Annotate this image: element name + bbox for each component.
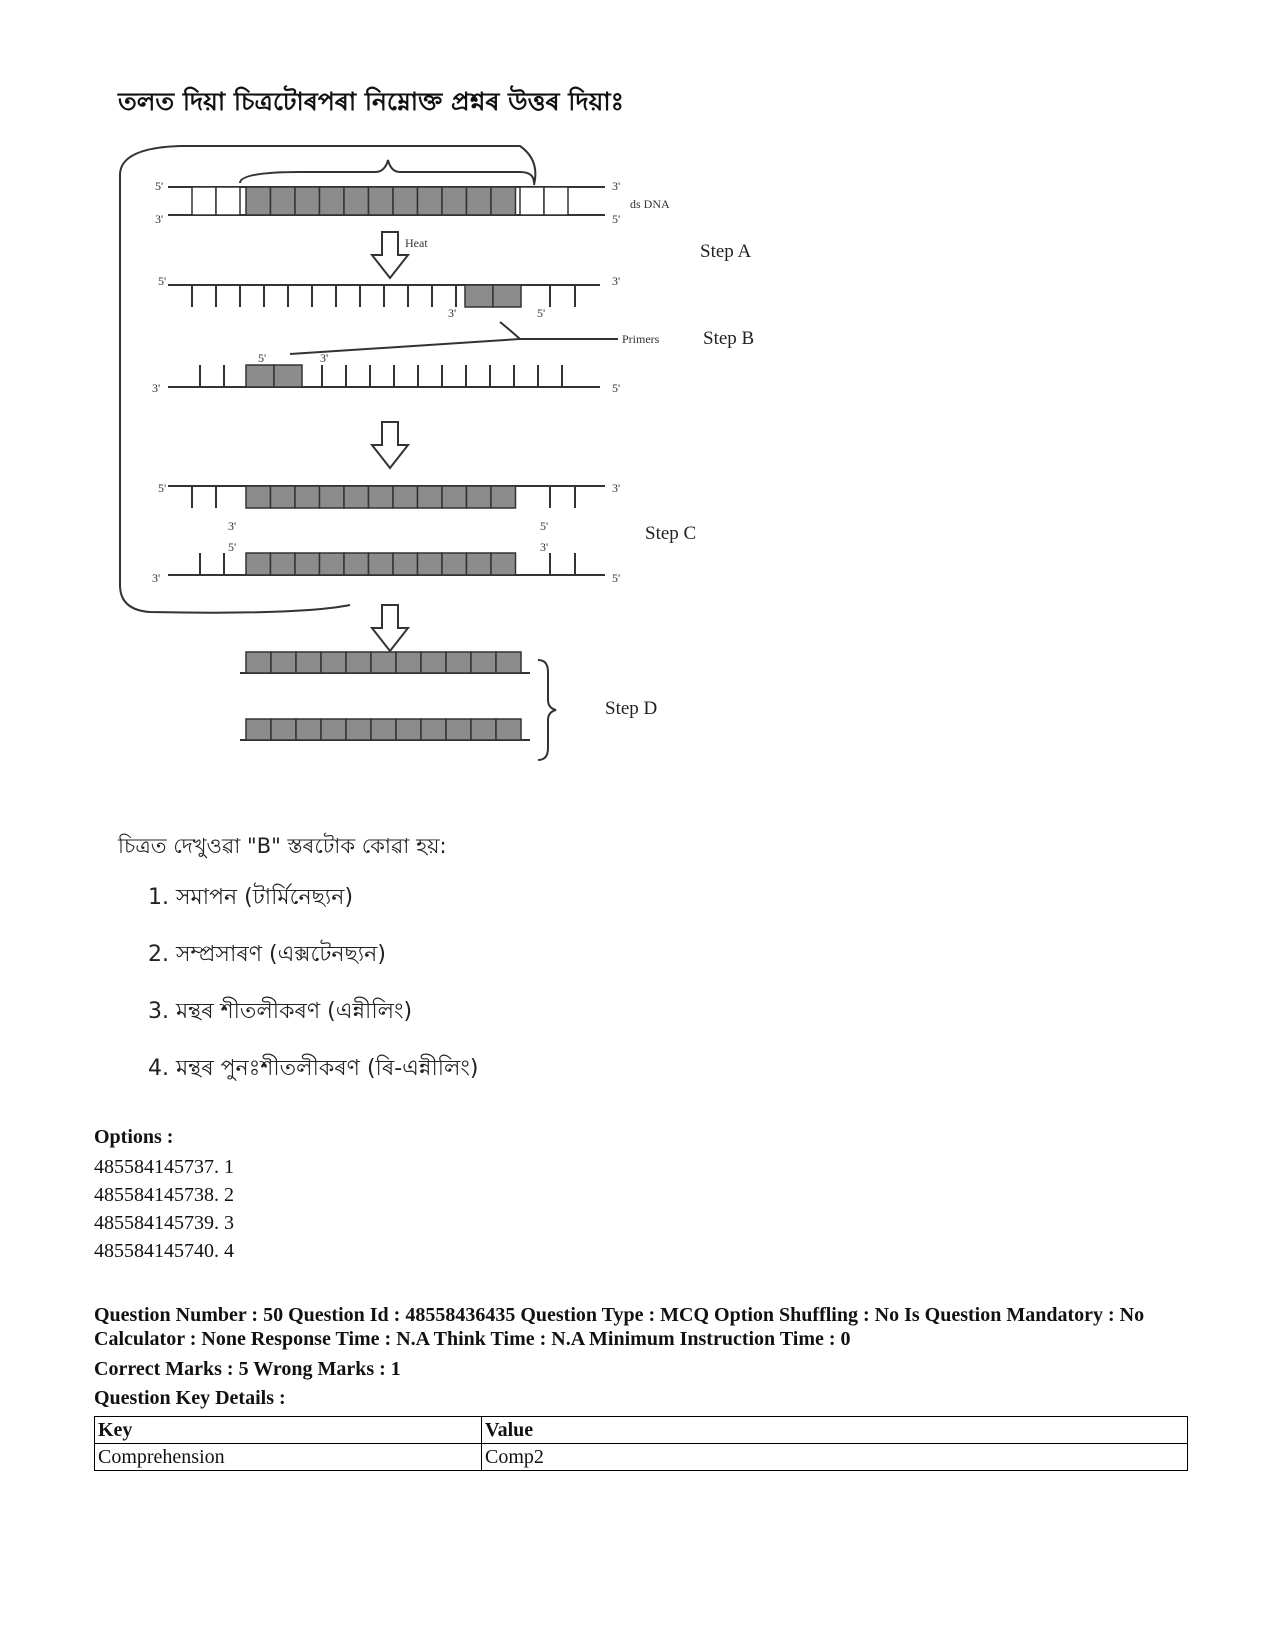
copy-2 bbox=[321, 719, 346, 740]
dna-target-region bbox=[467, 187, 492, 215]
copy-2 bbox=[471, 719, 496, 740]
copy-1 bbox=[421, 652, 446, 673]
label-primer2-3prime: 3' bbox=[320, 351, 329, 365]
dna-target-region bbox=[295, 187, 320, 215]
dna-target-region bbox=[344, 187, 369, 215]
label-3prime-a1: 3' bbox=[612, 179, 621, 193]
extended-region-top bbox=[418, 486, 443, 508]
label-step-a: Step A bbox=[700, 241, 752, 262]
copy-1 bbox=[446, 652, 471, 673]
extended-region-bottom bbox=[369, 553, 394, 575]
copy-2 bbox=[346, 719, 371, 740]
label-3prime-c2: 3' bbox=[228, 519, 237, 533]
extended-region-top bbox=[442, 486, 467, 508]
option-item-2: 485584145738. 2 bbox=[94, 1184, 234, 1206]
label-primer-5prime: 5' bbox=[537, 306, 546, 320]
extended-region-top bbox=[246, 486, 271, 508]
copy-1 bbox=[396, 652, 421, 673]
label-heat: Heat bbox=[405, 236, 428, 250]
label-5prime-b1: 5' bbox=[158, 274, 167, 288]
key-table-header-value: Value bbox=[482, 1417, 1188, 1444]
label-3prime-c3: 3' bbox=[540, 540, 549, 554]
extended-region-bottom bbox=[442, 553, 467, 575]
extended-region-top bbox=[320, 486, 345, 508]
label-5prime-c4: 5' bbox=[612, 571, 621, 585]
copy-1 bbox=[271, 652, 296, 673]
dna-base-pair bbox=[544, 187, 568, 215]
primer-top bbox=[493, 285, 521, 307]
step-d-brace bbox=[538, 660, 556, 760]
table-row bbox=[95, 1444, 1188, 1471]
label-5prime-c3: 5' bbox=[228, 540, 237, 554]
label-3prime-c1: 3' bbox=[612, 481, 621, 495]
dna-target-region bbox=[246, 187, 271, 215]
copy-1 bbox=[371, 652, 396, 673]
options-list bbox=[94, 1156, 234, 1268]
label-primer2-5prime: 5' bbox=[258, 351, 267, 365]
key-details-table bbox=[94, 1416, 1188, 1471]
label-5prime-a2: 5' bbox=[612, 212, 621, 226]
extended-region-bottom bbox=[320, 553, 345, 575]
label-step-c: Step C bbox=[645, 523, 697, 544]
top-brace bbox=[240, 160, 534, 183]
label-3prime-c4: 3' bbox=[152, 571, 161, 585]
dna-base-pair bbox=[520, 187, 544, 215]
question-marks: Correct Marks : 5 Wrong Marks : 1 bbox=[94, 1358, 401, 1380]
key-cell: Comprehension bbox=[95, 1444, 482, 1471]
extended-region-top bbox=[271, 486, 296, 508]
extended-region-bottom bbox=[246, 553, 271, 575]
label-5prime-c1: 5' bbox=[158, 481, 167, 495]
extended-region-top bbox=[344, 486, 369, 508]
label-3prime-a2: 3' bbox=[155, 212, 164, 226]
extended-region-bottom bbox=[491, 553, 516, 575]
copy-1 bbox=[246, 652, 271, 673]
cycle-loop-line bbox=[120, 146, 535, 613]
key-details-heading: Question Key Details : bbox=[94, 1387, 286, 1409]
dna-target-region bbox=[393, 187, 418, 215]
label-3prime-b2: 3' bbox=[152, 381, 161, 395]
extended-region-top bbox=[369, 486, 394, 508]
extended-region-top bbox=[491, 486, 516, 508]
label-5prime-b2: 5' bbox=[612, 381, 621, 395]
copy-2 bbox=[446, 719, 471, 740]
extended-region-bottom bbox=[467, 553, 492, 575]
copy-2 bbox=[396, 719, 421, 740]
question-title: তলত দিয়া চিত্ৰটোৰপৰা নিম্নোক্ত প্ৰশ্নৰ উত্তৰ দিয়াঃ bbox=[118, 87, 624, 116]
dna-target-region bbox=[369, 187, 394, 215]
primer-arrow-top bbox=[500, 322, 520, 339]
dna-target-region bbox=[442, 187, 467, 215]
copy-1 bbox=[346, 652, 371, 673]
primer-bottom bbox=[246, 365, 274, 387]
label-step-d: Step D bbox=[605, 698, 658, 719]
choice-4: 4. মন্থৰ পুনঃশীতলীকৰণ (ৰি-এন্নীলিং) bbox=[148, 1056, 479, 1081]
down-arrow-1 bbox=[372, 232, 408, 278]
extended-region-top bbox=[467, 486, 492, 508]
extended-region-top bbox=[295, 486, 320, 508]
label-step-b: Step B bbox=[703, 328, 755, 349]
answer-choices bbox=[148, 880, 478, 1108]
down-arrow-3 bbox=[372, 605, 408, 651]
down-arrow-2 bbox=[372, 422, 408, 468]
extended-region-bottom bbox=[418, 553, 443, 575]
label-primers: Primers bbox=[622, 332, 660, 346]
primer-top bbox=[465, 285, 493, 307]
extended-region-bottom bbox=[295, 553, 320, 575]
dna-base-pair bbox=[192, 187, 216, 215]
choice-3: 3. মন্থৰ শীতলীকৰণ (এন্নীলিং) bbox=[148, 999, 413, 1024]
option-item-4: 485584145740. 4 bbox=[94, 1240, 234, 1262]
primer-bottom bbox=[274, 365, 302, 387]
label-5prime-a1: 5' bbox=[155, 179, 164, 193]
extended-region-bottom bbox=[271, 553, 296, 575]
dna-target-region bbox=[418, 187, 443, 215]
choice-2: 2. সম্প্ৰসাৰণ (এক্সটেনছ্যন) bbox=[148, 942, 386, 967]
extended-region-top bbox=[393, 486, 418, 508]
option-item-3: 485584145739. 3 bbox=[94, 1212, 234, 1234]
copy-2 bbox=[246, 719, 271, 740]
copy-1 bbox=[496, 652, 521, 673]
label-3prime-b1: 3' bbox=[612, 274, 621, 288]
copy-2 bbox=[296, 719, 321, 740]
copy-2 bbox=[421, 719, 446, 740]
dna-target-region bbox=[491, 187, 516, 215]
dna-target-region bbox=[320, 187, 345, 215]
copy-1 bbox=[296, 652, 321, 673]
extended-region-bottom bbox=[344, 553, 369, 575]
pcr-diagram bbox=[0, 0, 1275, 780]
dna-target-region bbox=[271, 187, 296, 215]
label-5prime-c2: 5' bbox=[540, 519, 549, 533]
key-table-header-row bbox=[95, 1417, 1188, 1444]
extended-region-bottom bbox=[393, 553, 418, 575]
question-meta: Question Number : 50 Question Id : 48558436435 Question Type : MCQ Option Shuffling : No Is Question Mandatory : No Calculator : None Response Time : N.A Think Time : N.A Minimum Instruction Time : 0 bbox=[94, 1304, 1145, 1350]
copy-2 bbox=[271, 719, 296, 740]
copy-1 bbox=[321, 652, 346, 673]
option-item-1: 485584145737. 1 bbox=[94, 1156, 234, 1178]
key-table-header-key: Key bbox=[95, 1417, 482, 1444]
copy-2 bbox=[371, 719, 396, 740]
options-heading: Options : bbox=[94, 1126, 174, 1148]
choice-1: 1. সমাপন (টাৰ্মিনেছ্যন) bbox=[148, 885, 354, 910]
value-cell: Comp2 bbox=[482, 1444, 1188, 1471]
question-stem: চিত্ৰত দেখুওৱা "B" স্তৰটোক কোৱা হয়: bbox=[118, 834, 447, 858]
label-ds-dna: ds DNA bbox=[630, 197, 670, 211]
dna-base-pair bbox=[216, 187, 240, 215]
copy-2 bbox=[496, 719, 521, 740]
copy-1 bbox=[471, 652, 496, 673]
label-primer-3prime: 3' bbox=[448, 306, 457, 320]
